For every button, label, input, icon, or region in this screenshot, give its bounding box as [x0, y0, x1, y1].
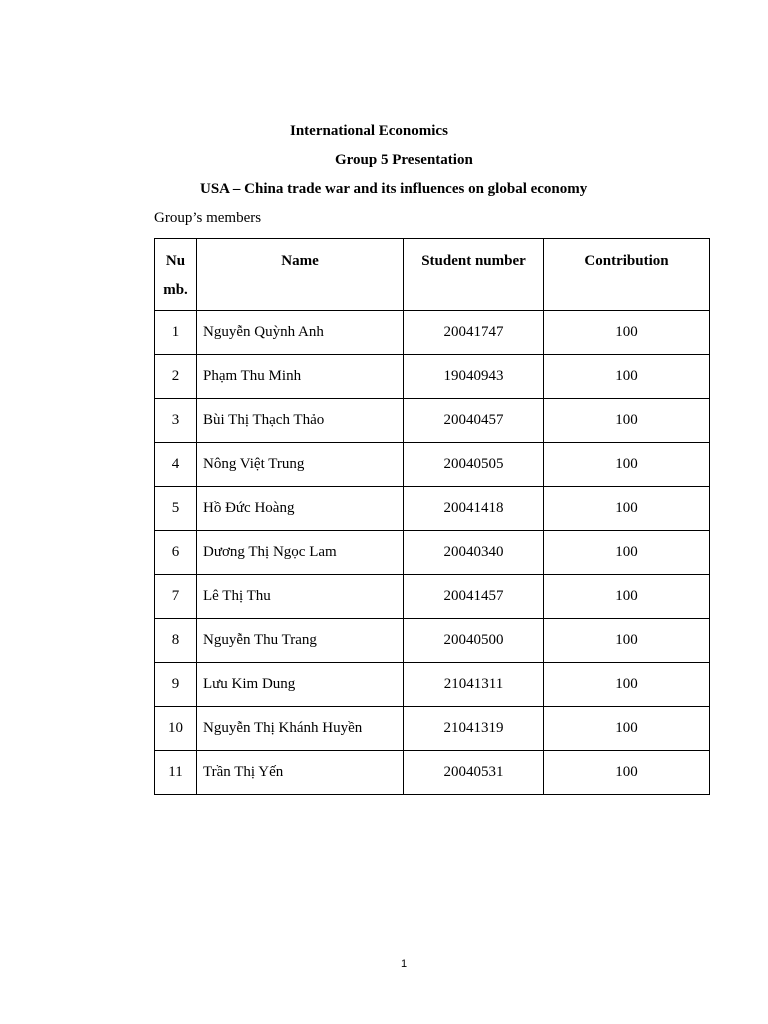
contribution-cell: 100	[544, 399, 710, 443]
student-number-cell: 20040531	[404, 751, 544, 795]
student-number-cell: 20040340	[404, 531, 544, 575]
member-name-cell: Bùi Thị Thạch Thảo	[197, 399, 404, 443]
member-number-cell: 5	[155, 487, 197, 531]
member-name-cell: Nông Việt Trung	[197, 443, 404, 487]
member-number-cell: 11	[155, 751, 197, 795]
student-number-cell: 20040500	[404, 619, 544, 663]
contribution-cell: 100	[544, 355, 710, 399]
member-number-cell: 3	[155, 399, 197, 443]
member-number-cell: 2	[155, 355, 197, 399]
table-row	[155, 751, 710, 795]
member-number-cell: 7	[155, 575, 197, 619]
contribution-cell: 100	[544, 707, 710, 751]
table-row	[155, 707, 710, 751]
column-header-number-label: Nu mb.	[163, 253, 188, 298]
member-name-cell: Nguyễn Thị Khánh Huyền	[197, 707, 404, 751]
contribution-cell: 100	[544, 663, 710, 707]
members-label: Group’s members	[154, 210, 262, 226]
table-header-row	[155, 239, 710, 311]
contribution-cell: 100	[544, 487, 710, 531]
member-name-cell: Trần Thị Yến	[197, 751, 404, 795]
table-row	[155, 443, 710, 487]
member-name-cell: Phạm Thu Minh	[197, 355, 404, 399]
student-number-cell: 20040505	[404, 443, 544, 487]
presentation-topic: USA – China trade war and its influences on global economy	[200, 181, 588, 197]
contribution-cell: 100	[544, 751, 710, 795]
member-name-cell: Hồ Đức Hoàng	[197, 487, 404, 531]
column-header-number	[155, 239, 197, 311]
member-number-cell: 9	[155, 663, 197, 707]
member-name-cell: Dương Thị Ngọc Lam	[197, 531, 404, 575]
member-rows	[155, 311, 710, 795]
group-title: Group 5 Presentation	[335, 152, 473, 168]
column-header-student-number: Student number	[404, 239, 544, 311]
student-number-cell: 19040943	[404, 355, 544, 399]
table-row	[155, 355, 710, 399]
members-table	[154, 238, 710, 795]
member-name-cell: Nguyễn Quỳnh Anh	[197, 311, 404, 355]
course-title: International Economics	[290, 123, 448, 139]
table-row	[155, 487, 710, 531]
contribution-cell: 100	[544, 575, 710, 619]
table-row	[155, 575, 710, 619]
table-row	[155, 311, 710, 355]
student-number-cell: 20041418	[404, 487, 544, 531]
contribution-cell: 100	[544, 311, 710, 355]
contribution-cell: 100	[544, 531, 710, 575]
student-number-cell: 21041319	[404, 707, 544, 751]
member-number-cell: 10	[155, 707, 197, 751]
member-number-cell: 6	[155, 531, 197, 575]
page-number: 1	[400, 958, 408, 970]
table-row	[155, 619, 710, 663]
column-header-name: Name	[197, 239, 404, 311]
table-row	[155, 399, 710, 443]
student-number-cell: 20041747	[404, 311, 544, 355]
member-number-cell: 4	[155, 443, 197, 487]
student-number-cell: 20040457	[404, 399, 544, 443]
contribution-cell: 100	[544, 619, 710, 663]
member-number-cell: 1	[155, 311, 197, 355]
student-number-cell: 20041457	[404, 575, 544, 619]
contribution-cell: 100	[544, 443, 710, 487]
member-name-cell: Nguyễn Thu Trang	[197, 619, 404, 663]
table-row	[155, 531, 710, 575]
student-number-cell: 21041311	[404, 663, 544, 707]
member-name-cell: Lê Thị Thu	[197, 575, 404, 619]
column-header-contribution: Contribution	[544, 239, 710, 311]
member-number-cell: 8	[155, 619, 197, 663]
member-name-cell: Lưu Kim Dung	[197, 663, 404, 707]
table-row	[155, 663, 710, 707]
